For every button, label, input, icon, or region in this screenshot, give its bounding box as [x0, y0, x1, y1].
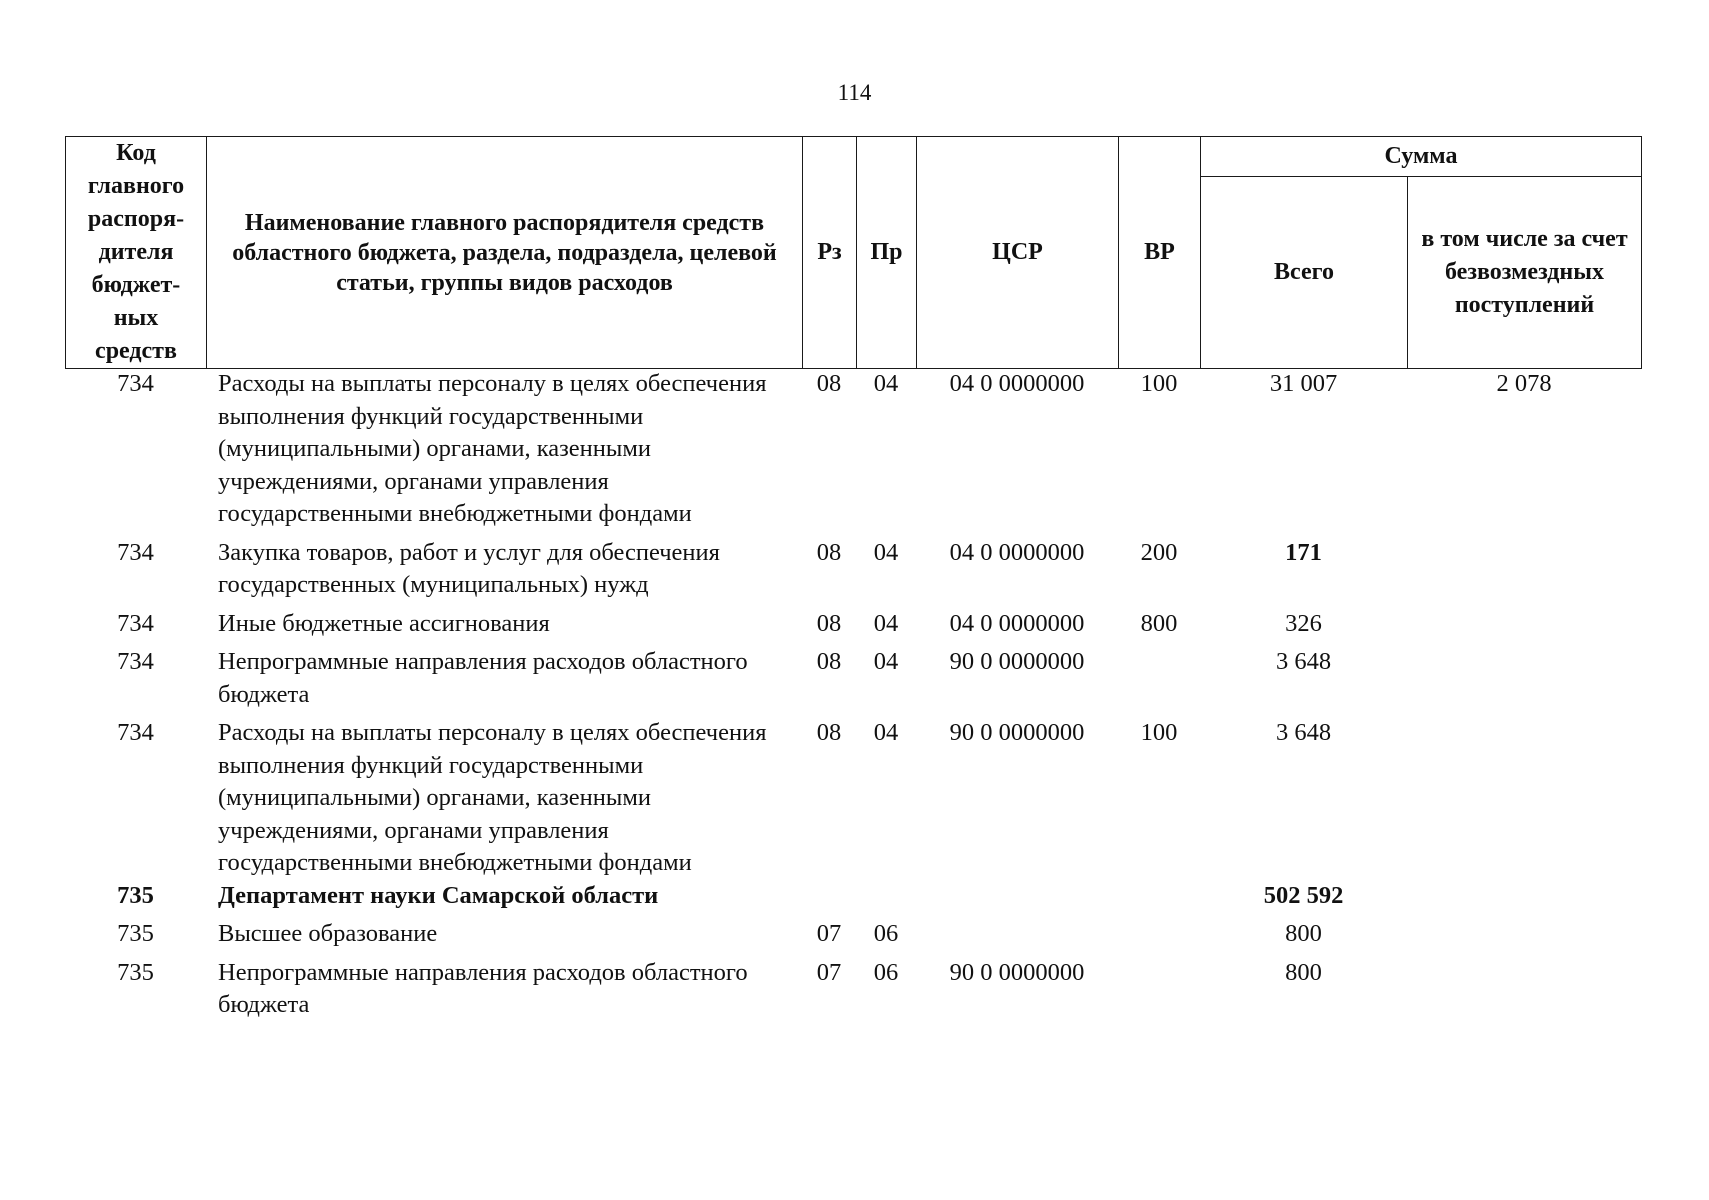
cell-pr: 04 — [873, 719, 899, 746]
header-name: Наименование главного распорядителя средств областного бюджета, раздела, подраздела, целевой статьи, группы видов расходов — [207, 137, 803, 369]
page-number: 114 — [837, 80, 872, 105]
table-row — [65, 951, 1641, 1022]
cell-vr: 800 — [1140, 609, 1178, 637]
cell-total: 31 007 — [1269, 370, 1338, 397]
cell-name: Непрограммные направления расходов областного бюджета — [218, 958, 748, 1018]
cell-total: 3 648 — [1275, 719, 1332, 746]
data-table — [65, 368, 1641, 1022]
header-vsego: Всего — [1201, 176, 1408, 369]
cell-name: Непрограммные направления расходов областного бюджета — [218, 648, 748, 708]
table-row — [65, 711, 1641, 880]
header-code: Код главного распоря-дителя бюджет-ных средств — [66, 137, 207, 369]
cell-rz: 08 — [816, 648, 842, 675]
cell-code: 734 — [117, 538, 154, 566]
cell-vr: 100 — [1140, 719, 1178, 746]
cell-pr: 06 — [873, 920, 899, 947]
cell-rz: 08 — [816, 609, 842, 637]
cell-code: 734 — [117, 370, 154, 397]
table-row — [65, 368, 1641, 531]
cell-vr — [1118, 951, 1200, 1022]
cell-incl: 2 078 — [1496, 370, 1552, 397]
cell-total: 171 — [1285, 538, 1322, 566]
cell-total: 800 — [1285, 920, 1322, 947]
cell-name: Высшее образование — [218, 920, 438, 947]
cell-csr: 90 0 0000000 — [949, 648, 1085, 675]
table-row — [65, 880, 1641, 913]
header-summa: Сумма — [1201, 137, 1642, 177]
cell-name: Департамент науки Самарской области — [218, 881, 659, 909]
cell-total: 800 — [1285, 958, 1322, 986]
cell-incl — [1407, 602, 1641, 641]
table-row — [65, 531, 1641, 602]
cell-rz: 07 — [816, 920, 842, 947]
cell-vr: 200 — [1140, 538, 1178, 566]
cell-pr — [856, 880, 916, 913]
cell-csr: 90 0 0000000 — [949, 958, 1085, 986]
cell-csr — [916, 880, 1118, 913]
cell-csr: 90 0 0000000 — [949, 719, 1085, 746]
cell-total: 3 648 — [1275, 648, 1332, 675]
cell-code: 734 — [117, 609, 154, 637]
cell-pr: 04 — [873, 538, 899, 566]
header-csr: ЦСР — [917, 137, 1119, 369]
header-pr: Пр — [857, 137, 917, 369]
table-row — [65, 640, 1641, 711]
cell-code: 734 — [117, 648, 154, 675]
cell-vr — [1118, 640, 1200, 711]
cell-pr: 04 — [873, 648, 899, 675]
table-row — [65, 602, 1641, 641]
cell-incl — [1407, 711, 1641, 880]
cell-csr: 04 0 0000000 — [949, 370, 1085, 397]
cell-incl — [1407, 880, 1641, 913]
cell-incl — [1407, 912, 1641, 951]
cell-csr — [916, 912, 1118, 951]
cell-name: Иные бюджетные ассигнования — [218, 609, 550, 637]
cell-vr — [1118, 912, 1200, 951]
cell-pr: 04 — [873, 370, 899, 397]
header-rz: Рз — [803, 137, 857, 369]
cell-code: 735 — [117, 881, 154, 909]
cell-rz: 08 — [816, 719, 842, 746]
cell-name: Расходы на выплаты персоналу в целях обеспечения выполнения функций государственными (муниципальными) органами, казенными учреждениями, органами управления государственными внебюджетными фондами — [218, 370, 767, 527]
cell-name: Закупка товаров, работ и услуг для обеспечения государственных (муниципальных) нужд — [218, 538, 720, 598]
table-header — [65, 136, 1642, 369]
cell-rz — [802, 880, 856, 913]
header-vr: ВР — [1119, 137, 1201, 369]
cell-incl — [1407, 951, 1641, 1022]
cell-incl — [1407, 531, 1641, 602]
cell-rz: 07 — [816, 958, 842, 986]
cell-total: 502 592 — [1263, 881, 1344, 909]
cell-csr: 04 0 0000000 — [949, 538, 1085, 566]
cell-rz: 08 — [816, 370, 842, 397]
cell-vr — [1118, 880, 1200, 913]
cell-rz: 08 — [816, 538, 842, 566]
cell-total: 326 — [1285, 609, 1322, 637]
cell-code: 734 — [117, 719, 154, 746]
cell-pr: 06 — [873, 958, 899, 986]
cell-name: Расходы на выплаты персоналу в целях обеспечения выполнения функций государственными (муниципальными) органами, казенными учреждениями, органами управления государственными внебюджетными фондами — [218, 719, 767, 876]
cell-incl — [1407, 640, 1641, 711]
cell-pr: 04 — [873, 609, 899, 637]
table-row — [65, 912, 1641, 951]
header-incl: в том числе за счет безвозмездных поступлений — [1408, 176, 1642, 369]
cell-csr: 04 0 0000000 — [949, 609, 1085, 637]
cell-code: 735 — [117, 958, 154, 986]
cell-code: 735 — [117, 920, 154, 947]
cell-vr: 100 — [1140, 370, 1178, 397]
